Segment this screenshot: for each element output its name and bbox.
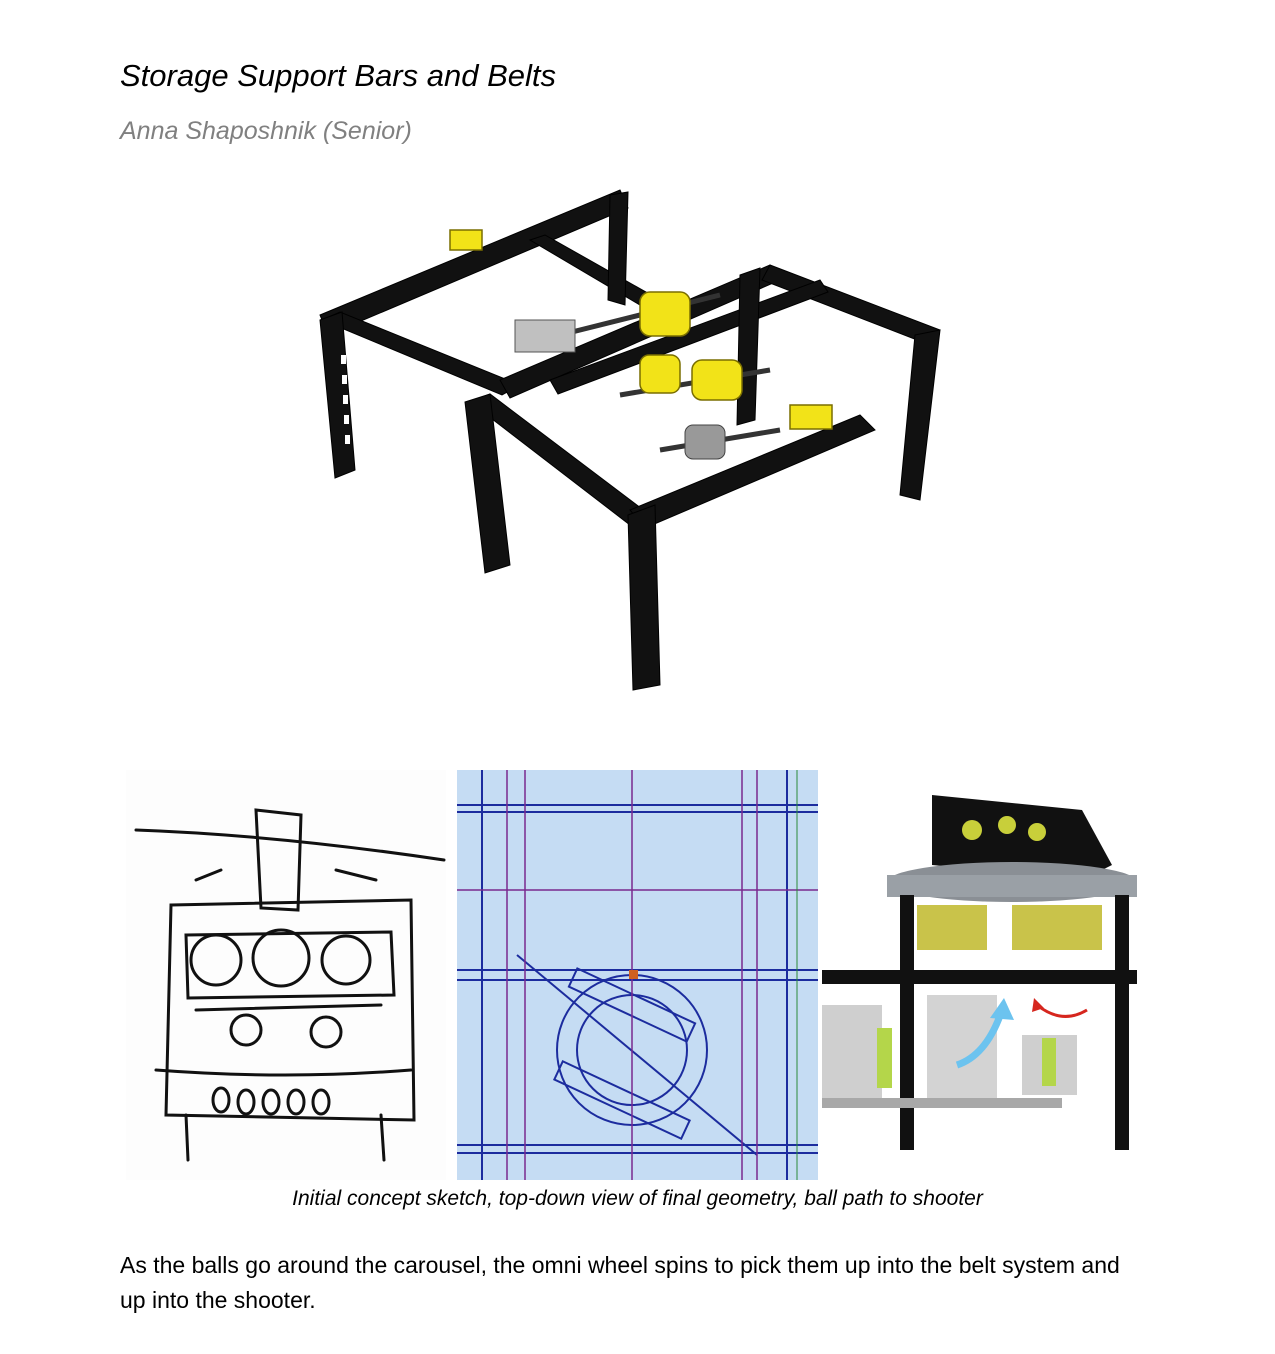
concept-sketch-image (126, 770, 446, 1180)
support-frame-render (300, 180, 960, 700)
page-title: Storage Support Bars and Belts (120, 58, 556, 93)
figure-caption: Initial concept sketch, top-down view of final geometry, ball path to shooter (292, 1187, 983, 1210)
body-paragraph: As the balls go around the carousel, the omni wheel spins to pick them up into the belt system and up into the shooter. (120, 1252, 1120, 1313)
author-line: Anna Shaposhnik (Senior) (120, 117, 412, 145)
top-down-cad-image (457, 770, 818, 1180)
ball-path-image (822, 770, 1152, 1180)
